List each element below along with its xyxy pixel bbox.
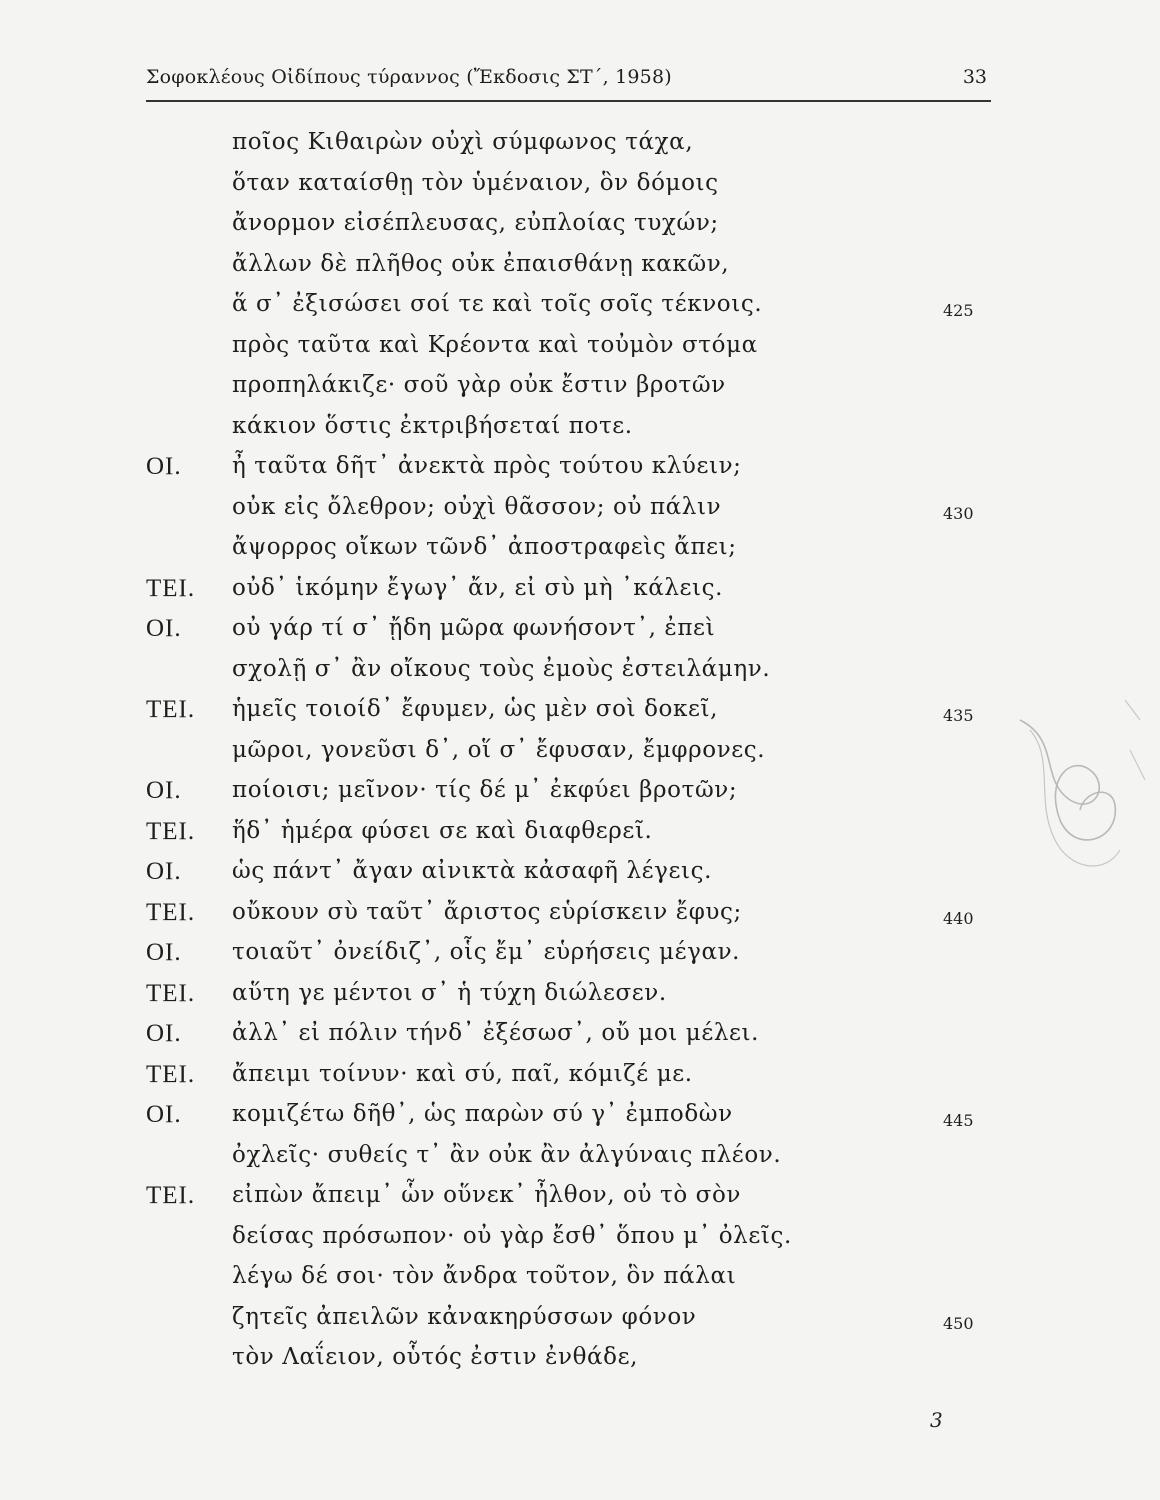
speaker-label: ΤΕΙ. (146, 817, 196, 845)
verse-line (0, 125, 1160, 166)
verse-text: ἦ ταῦτα δῆτ᾽ ἀνεκτὰ πρὸς τούτου κλύειν; (232, 453, 742, 479)
speaker-label: ΤΕΙ. (146, 979, 196, 1007)
verse-text: ποῖος Κιθαιρὼν οὐχὶ σύμφωνος τάχα, (232, 129, 694, 155)
line-number: 430 (943, 503, 974, 523)
verse-text: ὅταν καταίσθῃ τὸν ὑμέναιον, ὃν δόμοις (232, 169, 719, 196)
speaker-label: ΤΕΙ. (146, 696, 196, 723)
page-number: 33 (962, 66, 987, 88)
verse-text: κάκιον ὅστις ἐκτριβήσεταί ποτε. (232, 412, 633, 439)
verse-text: ἄλλων δὲ πλῆθος οὐκ ἐπαισθάνῃ κακῶν, (232, 250, 730, 277)
verse-text: τοιαῦτ᾽ ὀνείδιζ᾽, οἷς ἔμ᾽ εὑρήσεις μέγαν. (232, 939, 741, 965)
verse-text: ἄνορμον εἰσέπλευσας, εὐπλοίας τυχών; (232, 210, 719, 236)
signature-mark: 3 (930, 1408, 943, 1432)
verse-line (0, 490, 1160, 531)
verse-text: προπηλάκιζε· σοῦ γὰρ οὐκ ἔστιν βροτῶν (232, 372, 726, 398)
verse-line (0, 1300, 1160, 1341)
verse-line (0, 692, 1160, 733)
verse-text: οὐδ᾽ ἱκόμην ἔγωγ᾽ ἄν, εἰ σὺ μὴ ᾽κάλεις. (232, 574, 724, 601)
speaker-label: ΤΕΙ. (146, 574, 196, 602)
verse-line (0, 733, 1160, 774)
line-number: 445 (943, 1111, 974, 1130)
running-header (146, 60, 991, 102)
verse-line (0, 895, 1160, 936)
verse-text: λέγω δέ σοι· τὸν ἄνδρα τοῦτον, ὃν πάλαι (232, 1263, 737, 1289)
verse-text: οὐκ εἰς ὄλεθρον; οὐχὶ θᾶσσον; οὐ πάλιν (232, 493, 722, 520)
verse-line (0, 854, 1160, 895)
speaker-label: ΟΙ. (146, 615, 182, 642)
verse-line (0, 368, 1160, 409)
verse-line (0, 166, 1160, 207)
speaker-label: ΟΙ. (146, 777, 182, 804)
verse-text: ἥδ᾽ ἡμέρα φύσει σε καὶ διαφθερεῖ. (232, 817, 653, 844)
line-number: 450 (943, 1313, 974, 1333)
verse-text: ποίοισι; μεῖνον· τίς δέ μ᾽ ἐκφύει βροτῶν; (232, 777, 738, 803)
verse-line (0, 571, 1160, 612)
speaker-label: ΟΙ. (146, 858, 182, 885)
verse-line (0, 1097, 1160, 1138)
verse-line (0, 1259, 1160, 1300)
verse-line (0, 935, 1160, 976)
line-number: 425 (943, 301, 974, 320)
verse-line (0, 1219, 1160, 1260)
verse-text: αὕτη γε μέντοι σ᾽ ἡ τύχη διώλεσεν. (232, 979, 667, 1006)
verse-block (0, 125, 1160, 1381)
speaker-label: ΤΕΙ. (146, 1060, 196, 1088)
verse-text: κομιζέτω δῆθ᾽, ὡς παρὼν σύ γ᾽ ἐμποδὼν (232, 1101, 733, 1127)
line-number: 435 (943, 706, 974, 725)
verse-text: ἡμεῖς τοιοίδ᾽ ἔφυμεν, ὡς μὲν σοὶ δοκεῖ, (232, 696, 718, 722)
verse-text: τὸν Λαΐειον, οὗτός ἐστιν ἐνθάδε, (232, 1344, 639, 1370)
verse-text: δείσας πρόσωπον· οὐ γὰρ ἔσθ᾽ ὅπου μ᾽ ὀλεῖς. (232, 1222, 792, 1249)
verse-line (0, 976, 1160, 1017)
verse-line (0, 1138, 1160, 1179)
speaker-label: ΤΕΙ. (146, 1182, 196, 1209)
verse-line (0, 247, 1160, 288)
header-title: Σοφοκλέους Οἰδίπους τύραννος (Ἔκδοσις ΣΤ΄, 1958) (146, 66, 672, 88)
verse-line (0, 287, 1160, 328)
verse-text: ἅ σ᾽ ἐξισώσει σοί τε καὶ τοῖς σοῖς τέκνοις. (232, 291, 763, 317)
verse-line (0, 652, 1160, 693)
verse-line (0, 814, 1160, 855)
line-number: 440 (943, 908, 974, 928)
speaker-label: ΟΙ. (146, 453, 182, 480)
verse-line (0, 449, 1160, 490)
pencil-scribble-icon (1000, 690, 1150, 910)
verse-line (0, 1057, 1160, 1098)
verse-text: ὡς πάντ᾽ ἄγαν αἰνικτὰ κἀσαφῆ λέγεις. (232, 858, 713, 884)
verse-text: ἀλλ᾽ εἰ πόλιν τήνδ᾽ ἐξέσωσ᾽, οὔ μοι μέλει. (232, 1020, 760, 1046)
verse-text: ἄπειμι τοίνυν· καὶ σύ, παῖ, κόμιζέ με. (232, 1060, 693, 1087)
verse-line (0, 1178, 1160, 1219)
verse-line (0, 773, 1160, 814)
verse-text: ὀχλεῖς· συθείς τ᾽ ἂν οὐκ ἂν ἀλγύναις πλέον. (232, 1141, 782, 1168)
speaker-label: ΟΙ. (146, 1020, 182, 1047)
verse-text: οὐ γάρ τί σ᾽ ᾔδη μῶρα φωνήσοντ᾽, ἐπεὶ (232, 615, 716, 641)
verse-text: σχολῇ σ᾽ ἂν οἴκους τοὺς ἐμοὺς ἐστειλάμην. (232, 655, 771, 682)
verse-text: πρὸς ταῦτα καὶ Κρέοντα καὶ τοὐμὸν στόμα (232, 331, 758, 358)
speaker-label: ΟΙ. (146, 939, 182, 966)
verse-line (0, 1016, 1160, 1057)
verse-line (0, 1340, 1160, 1381)
verse-line (0, 611, 1160, 652)
verse-text: μῶροι, γονεῦσι δ᾽, οἵ σ᾽ ἔφυσαν, ἔμφρονες. (232, 736, 766, 763)
verse-line (0, 530, 1160, 571)
verse-line (0, 206, 1160, 247)
verse-text: οὔκουν σὺ ταῦτ᾽ ἄριστος εὑρίσκειν ἔφυς; (232, 898, 742, 925)
speaker-label: ΤΕΙ. (146, 898, 196, 926)
speaker-label: ΟΙ. (146, 1101, 182, 1128)
verse-line (0, 328, 1160, 369)
verse-text: εἰπὼν ἄπειμ᾽ ὧν οὕνεκ᾽ ἦλθον, οὐ τὸ σὸν (232, 1182, 742, 1208)
verse-text: ζητεῖς ἀπειλῶν κἀνακηρύσσων φόνον (232, 1303, 697, 1330)
verse-text: ἄψορρος οἴκων τῶνδ᾽ ἀποστραφεὶς ἄπει; (232, 534, 737, 560)
verse-line (0, 409, 1160, 450)
